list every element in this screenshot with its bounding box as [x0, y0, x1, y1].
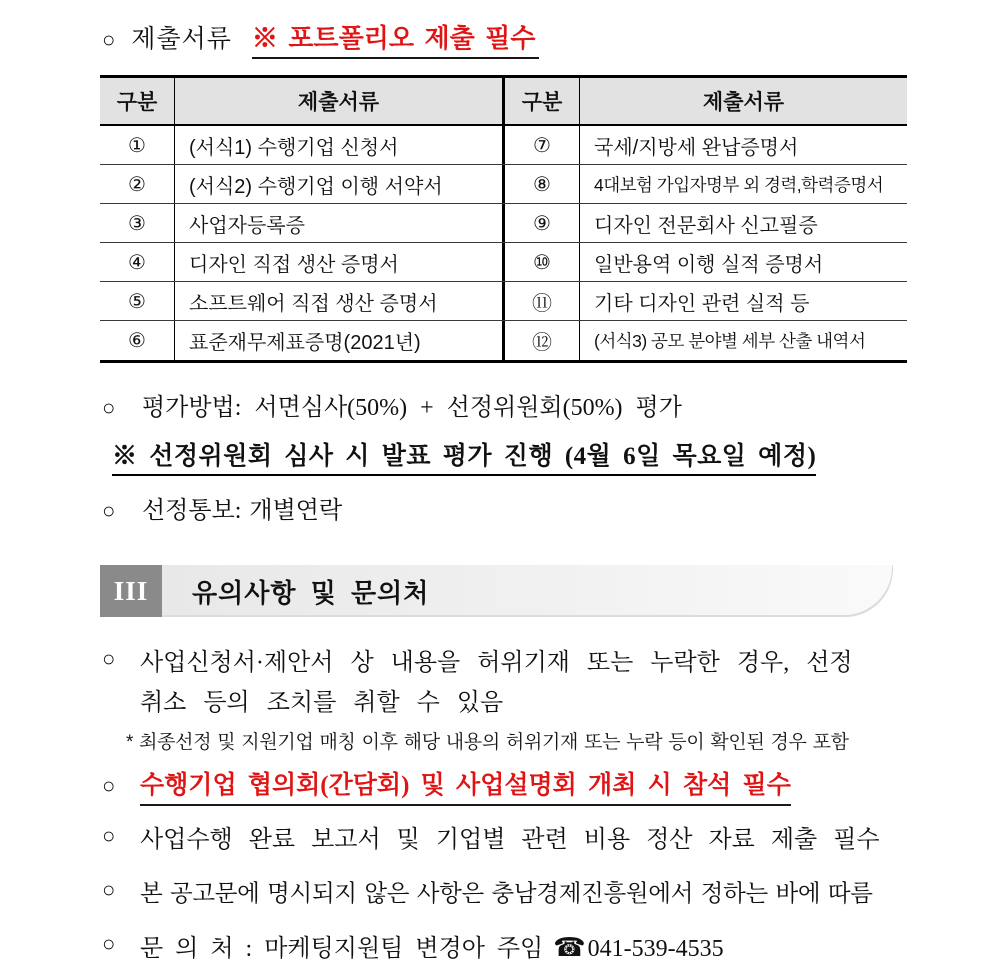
column-header: 제출서류	[702, 91, 785, 114]
circle-bullet-icon: ○	[102, 498, 116, 523]
section-header	[100, 565, 893, 617]
circle-bullet-icon: ○	[102, 931, 116, 956]
table-row	[100, 165, 907, 204]
contact-label: 문 의 처 : 마케팅지원팀 변경아 주임	[140, 936, 544, 962]
notice-fraud-text	[140, 643, 853, 723]
row-number: ③	[100, 204, 175, 242]
notice-fraud	[102, 643, 914, 723]
row-number: ⑨	[505, 204, 580, 242]
circle-bullet-icon: ○	[102, 646, 116, 671]
document-name: 국세/지방세 완납증명서	[594, 136, 799, 159]
document-name: (서식3) 공모 분야별 세부 산출 내역서	[594, 331, 866, 351]
column-header: 구분	[505, 78, 580, 124]
notice-contact-text	[140, 928, 724, 969]
document-name: 일반용역 이행 실적 증명서	[594, 253, 824, 276]
row-number: ⑧	[505, 165, 580, 203]
document-name: 표준재무제표증명(2021년)	[175, 321, 505, 360]
table-row	[100, 321, 907, 360]
evaluation-method-line	[102, 387, 991, 422]
row-number: ⑤	[100, 282, 175, 320]
notice-report-text: 사업수행 완료 보고서 및 기업별 관련 비용 정산 자료 제출 필수	[140, 827, 880, 853]
circle-bullet-icon: ○	[102, 877, 116, 902]
notice-report	[102, 820, 914, 860]
document-page	[0, 18, 991, 962]
column-header: 구분	[100, 78, 175, 124]
telephone-icon: ☎	[553, 933, 586, 962]
row-number: ④	[100, 243, 175, 281]
section-title: 유의사항 및 문의처	[192, 577, 430, 608]
contact-phone-number: 041-539-4535	[587, 936, 724, 962]
column-header: 제출서류	[175, 78, 505, 124]
portfolio-required-notice: ※ 포트폴리오 제출 필수	[252, 18, 540, 59]
section-numeral-badge: III	[100, 565, 162, 617]
presentation-note-line	[112, 436, 991, 472]
submission-docs-headline	[102, 18, 991, 59]
document-name: 소프트웨어 직접 생산 증명서	[175, 282, 505, 320]
table-row	[100, 243, 907, 282]
table-row	[100, 126, 907, 165]
circle-bullet-icon: ○	[102, 27, 116, 52]
submission-docs-table	[100, 75, 907, 363]
notice-terms	[102, 874, 914, 914]
table-row	[100, 282, 907, 321]
row-number: ⑫	[505, 321, 580, 360]
headline-label: 제출서류	[131, 26, 232, 53]
row-number: ②	[100, 165, 175, 203]
circle-bullet-icon: ○	[102, 395, 116, 420]
row-number: ⑪	[505, 282, 580, 320]
notice-meeting-text: 수행기업 협의회(간담회) 및 사업설명회 개최 시 참석 필수	[140, 770, 791, 806]
circle-bullet-icon: ○	[102, 823, 116, 848]
row-number: ①	[100, 126, 175, 164]
circle-bullet-icon: ○	[102, 773, 116, 798]
document-name: 기타 디자인 관련 실적 등	[594, 292, 810, 315]
notice-contact	[102, 928, 914, 969]
notice-meeting	[102, 770, 914, 806]
row-number: ⑩	[505, 243, 580, 281]
table-header-row	[100, 78, 907, 126]
document-name: 4대보험 가입자명부 외 경력,학력증명서	[594, 174, 884, 195]
notice-fraud-subnote: * 최종선정 및 지원기업 매칭 이후 해당 내용의 허위기재 또는 누락 등이 확인된 경우 포함	[126, 732, 849, 753]
notice-fraud-line2: 취소 등의 조치를 취할 수 있음	[140, 690, 504, 716]
document-name: 사업자등록증	[175, 204, 505, 242]
selection-notification-text: 선정통보: 개별연락	[142, 498, 343, 524]
document-name: (서식2) 수행기업 이행 서약서	[175, 165, 505, 203]
evaluation-method-text: 평가방법: 서면심사(50%) + 선정위원회(50%) 평가	[142, 395, 682, 421]
selection-notification-line	[102, 490, 991, 525]
row-number: ⑥	[100, 321, 175, 360]
document-name: 디자인 전문회사 신고필증	[594, 214, 818, 237]
document-name: 디자인 직접 생산 증명서	[175, 243, 505, 281]
table-row	[100, 204, 907, 243]
document-name: (서식1) 수행기업 신청서	[175, 126, 505, 164]
row-number: ⑦	[505, 126, 580, 164]
section-title-bar	[162, 565, 893, 617]
notice-fraud-line1: 사업신청서·제안서 상 내용을 허위기재 또는 누락한 경우, 선정	[140, 650, 853, 676]
presentation-note-text: ※ 선정위원회 심사 시 발표 평가 진행 (4월 6일 목요일 예정)	[112, 443, 816, 476]
notice-terms-text: 본 공고문에 명시되지 않은 사항은 충남경제진흥원에서 정하는 바에 따름	[140, 881, 873, 907]
